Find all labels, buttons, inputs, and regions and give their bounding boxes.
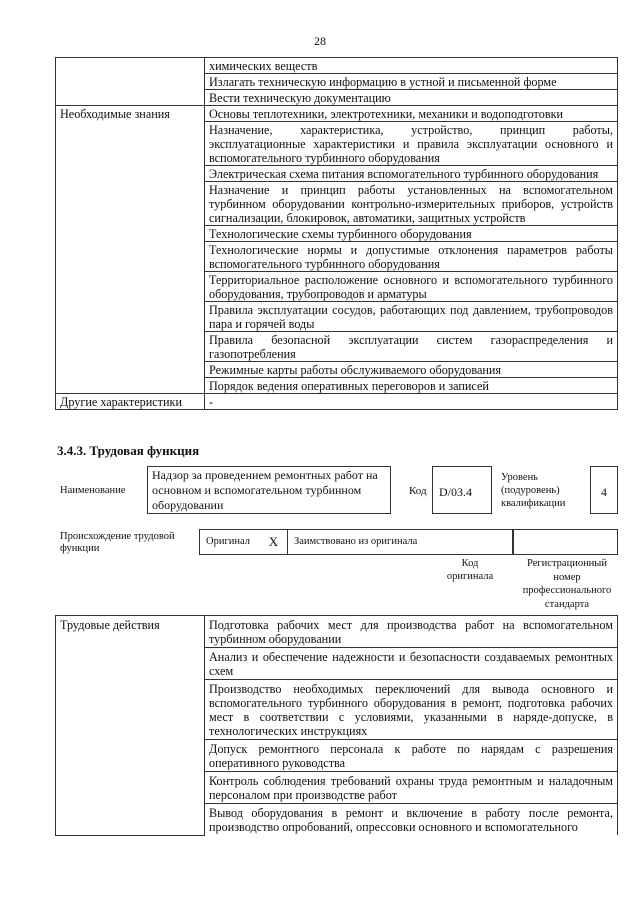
knowledge-item: Правила эксплуатации сосудов, работающих под давлением, трубопроводов пара и горячей воды — [205, 302, 618, 332]
origin-code-cell — [513, 530, 617, 554]
origin-row — [199, 529, 618, 555]
requirements-table — [55, 57, 618, 410]
skill-item: Вести техническую документацию — [205, 90, 618, 106]
page-number: 28 — [314, 34, 326, 48]
sub-code-label: Код оригинала — [446, 558, 494, 582]
function-name: Надзор за проведением ремонтных работ на основном и вспомогательном турбинном оборудовании — [147, 466, 391, 514]
origin-mark: X — [260, 530, 288, 554]
action-item: Анализ и обеспечение надежности и безопасности создаваемых ремонтных схем — [205, 648, 618, 680]
action-item: Производство необходимых переключений для вывода основного и вспомогательного турбинного оборудования в ремонт, подготовка рабочих мест в соответствии с условиями, указанными в наряде-допуске, в технологических инструкциях — [205, 680, 618, 740]
knowledge-item: Режимные карты работы обслуживаемого оборудования — [205, 362, 618, 378]
knowledge-item: Назначение и принцип работы установленных на вспомогательном турбинном оборудовании контрольно-измерительных приборов, устройств сигнализации, блокировок, автоматики, защитных устройств — [205, 182, 618, 226]
level-value: 4 — [590, 466, 618, 514]
origin-borrowed: Заимствовано из оригинала — [288, 530, 513, 554]
knowledge-item: Порядок ведения оперативных переговоров и записей — [205, 378, 618, 394]
knowledge-item: Территориальное расположение основного и вспомогательного турбинного оборудования, трубопроводов и арматуры — [205, 272, 618, 302]
knowledge-label: Необходимые знания — [56, 106, 205, 394]
action-item: Допуск ремонтного персонала к работе по нарядам с разрешения оперативного руководства — [205, 740, 618, 772]
other-value: - — [205, 394, 618, 410]
level-label: Уровень (подуровень) квалификации — [501, 472, 566, 509]
knowledge-item: Технологические нормы и допустимые отклонения параметров работы вспомогательного турбинного оборудования — [205, 242, 618, 272]
code-label: Код — [409, 485, 427, 497]
other-label: Другие характеристики — [56, 394, 205, 410]
action-item: Контроль соблюдения требований охраны труда ремонтным и наладочным персоналом при производстве работ — [205, 772, 618, 804]
action-item: Подготовка рабочих мест для производства работ на вспомогательном турбинном оборудовании — [205, 616, 618, 648]
knowledge-item: Правила безопасной эксплуатации систем газораспределения и газопотребления — [205, 332, 618, 362]
knowledge-item: Основы теплотехники, электротехники, механики и водоподготовки — [205, 106, 618, 122]
actions-table — [55, 615, 618, 836]
sub-reg-label: Регистрационный номер профессионального стандарта — [522, 558, 612, 610]
knowledge-item: Технологические схемы турбинного оборудования — [205, 226, 618, 242]
section-title: 3.4.3. Трудовая функция — [57, 443, 200, 458]
skill-item: химических веществ — [205, 58, 618, 74]
name-label: Наименование — [60, 485, 126, 496]
knowledge-item: Назначение, характеристика, устройство, принцип работы, эксплуатационные характеристики и правила эксплуатации основного и вспомогательного турбинного оборудования — [205, 122, 618, 166]
skill-item: Излагать техническую информацию в устной и письменной форме — [205, 74, 618, 90]
skills-label-cell — [56, 58, 205, 106]
origin-original: Оригинал — [206, 536, 250, 547]
action-item: Вывод оборудования в ремонт и включение в работу после ремонта, производство опробований, опрессовки основного и вспомогательного — [205, 804, 618, 836]
actions-label: Трудовые действия — [56, 616, 205, 836]
origin-label: Происхождение трудовой функции — [60, 531, 175, 554]
code-value: D/03.4 — [432, 466, 492, 514]
knowledge-item: Электрическая схема питания вспомогательного турбинного оборудования — [205, 166, 618, 182]
